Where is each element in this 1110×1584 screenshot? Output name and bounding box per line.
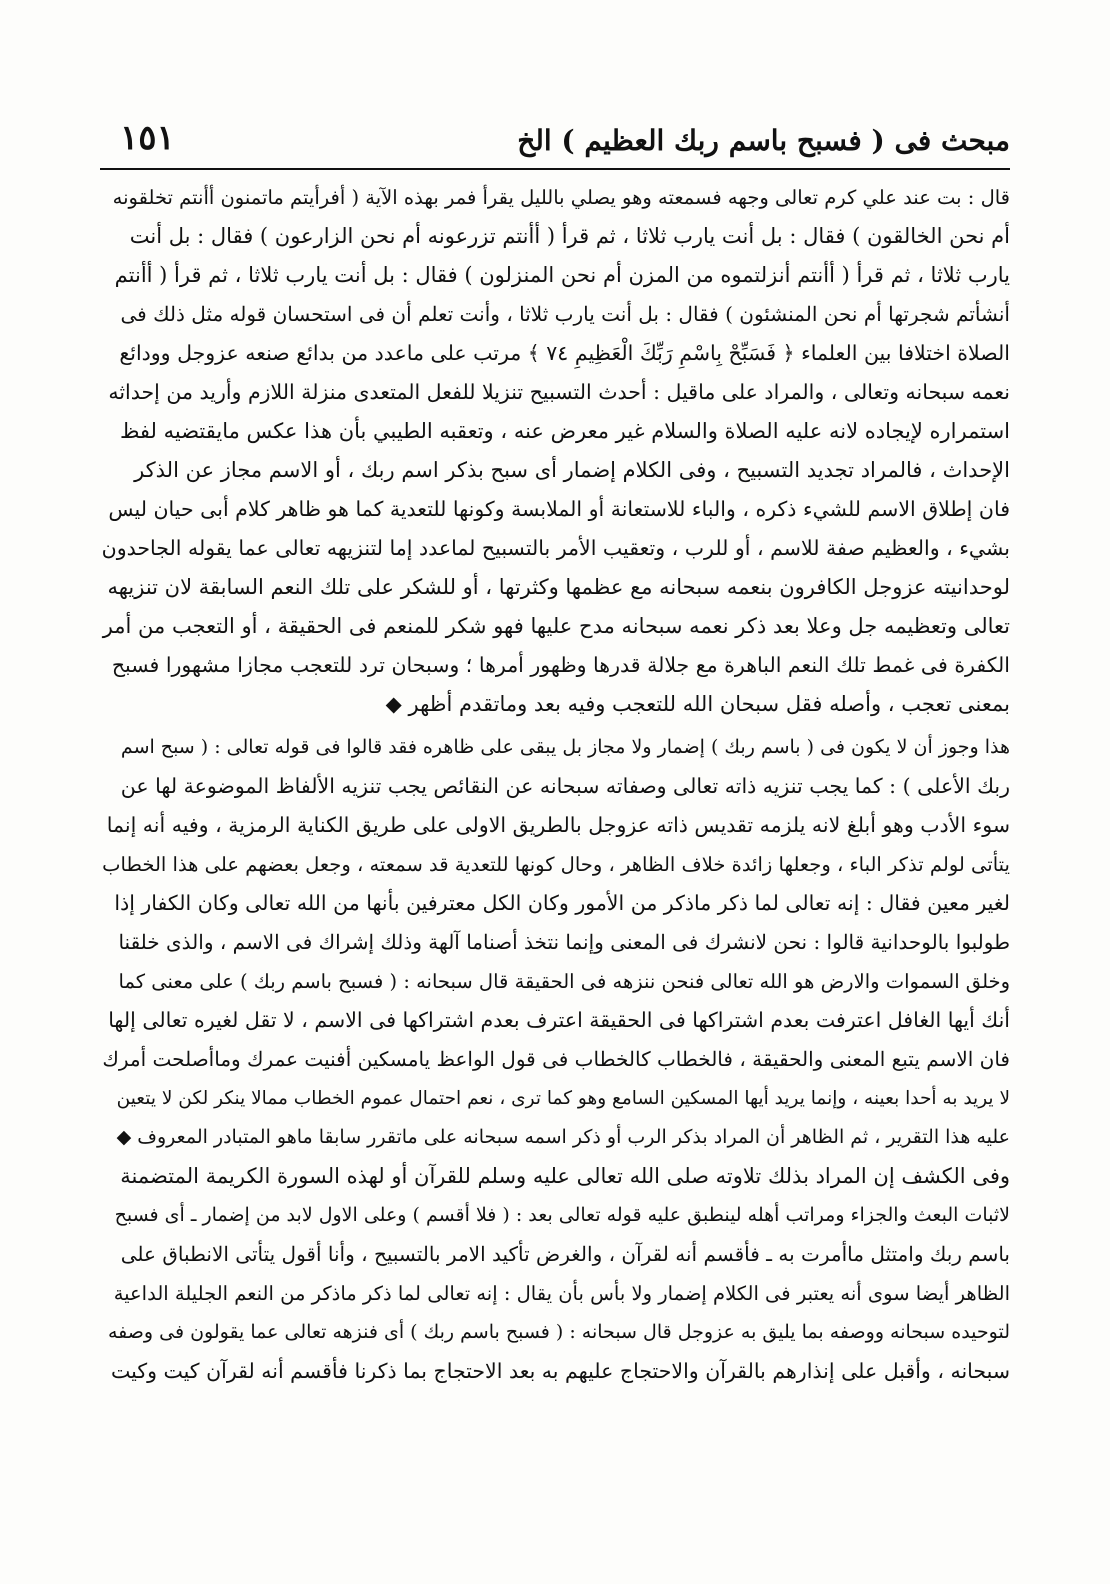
text-line: طولبوا بالوحدانية قالوا : نحن لانشرك فى المعنى وإنما نتخذ أصناما آلهة وذلك إشراك فى الاسم ، والذى خلقنا [118, 930, 1010, 954]
text-line: سوء الأدب وهو أبلغ لانه يلزمه تقديس ذاته عزوجل بالطريق الاولى على طريق الكناية الرمزية ، وفيه أنه إنما [106, 813, 1010, 837]
text-line: سبحانه ، وأقبل على إنذارهم بالقرآن والاحتجاج عليهم به بعد الاحتجاج بما ذكرنا فأقسم أنه لقرآن كيت وكيت [111, 1359, 1010, 1383]
text-line: عليه هذا التقرير ، ثم الظاهر أن المراد بذكر الرب أو ذكر اسمه سبحانه على ماتقرر سابقا ماهو المتبادر المعروف ◆ [116, 1126, 1010, 1148]
text-line: لاثبات البعث والجزاء ومراتب أهله لينطبق عليه قوله تعالى بعد : ( فلا أقسم ) وعلى الاول لابد من إضمار ـ أى فسبح [114, 1204, 1010, 1226]
text-line: استمراره لإيجاده لانه عليه الصلاة والسلام غير معرض عنه ، وتعقبه الطيبي بأن هذا عكس مايقتضيه لفظ [119, 419, 1010, 443]
text-line: بمعنى تعجب ، وأصله فقل سبحان الله للتعجب وفيه بعد وماتقدم أظهر ◆ [385, 692, 1010, 716]
text-line: الظاهر أيضا سوى أنه يعتبر فى الكلام إضمار ولا بأس بأن يقال : إنه تعالى لما ذكر ماذكر من النعم الجليلة الداعية [113, 1282, 1010, 1305]
text-line: وخلق السموات والارض هو الله تعالى فنحن ننزهه فى الحقيقة قال سبحانه : ( فسبح باسم ربك ) على معنى كما [118, 970, 1010, 993]
body-text [100, 178, 1010, 1391]
text-line: لا يريد به أحدا بعينه ، وإنما يريد أيها المسكين السامع وهو كما ترى ، نعم احتمال عموم الخطاب ممالا ينكر لكن لا يتعين [116, 1088, 1010, 1109]
text-line: وفى الكشف إن المراد بذلك تلاوته صلى الله تعالى عليه وسلم للقرآن أو لهذه السورة الكريمة المتضمنة [120, 1164, 1010, 1188]
text-line: يتأتى لولم تذكر الباء ، وجعلها زائدة خلاف الظاهر ، وحال كونها للتعدية قد سمعته ، وجعل بعضهم على هذا الخطاب [102, 853, 1010, 876]
text-line: نعمه سبحانه وتعالى ، والمراد على ماقيل : أحدث التسبيح تنزيلا للفعل المتعدى منزلة اللازم وأريد من إحداثه [108, 380, 1010, 404]
text-line: ربك الأعلى ) : كما يجب تنزيه ذاته تعالى وصفاته سبحانه عن النقائص يجب تنزيه الألفاظ الموضوعة لها عن [120, 774, 1010, 798]
text-line: الكفرة فى غمط تلك النعم الباهرة مع جلالة قدرها وظهور أمرها ؛ وسبحان ترد للتعجب مجازا مشهورا فسبح [111, 653, 1010, 677]
text-line: هذا وجوز أن لا يكون فى ( باسم ربك ) إضمار ولا مجاز بل يبقى على ظاهره فقد قالوا فى قوله تعالى : ( سبح اسم [120, 736, 1010, 758]
running-header [100, 118, 1010, 166]
text-line: لغير معين فقال : إنه تعالى لما ذكر ماذكر من الأمور وكان الكل معترفين بأنها من الله تعالى وكان الكفار إذا [114, 891, 1010, 915]
text-line: أنشأتم شجرتها أم نحن المنشئون ) فقال : بل أنت يارب ثلاثا ، وأنت تعلم أن فى استحسان قوله مثل ذلك فى [120, 302, 1010, 326]
page-number: ١٥١ [120, 118, 175, 158]
text-line: تعالى وتعظيمه جل وعلا بعد ذكر نعمه سبحانه مدح عليها فهو شكر للمنعم فى الحقيقة ، أو التعجب من أمر [102, 614, 1010, 638]
header-rule [100, 168, 1010, 170]
text-line: الإحداث ، فالمراد تجديد التسبيح ، وفى الكلام إضمار أى سبح بذكر اسم ربك ، أو الاسم مجاز عن الذكر [134, 458, 1010, 482]
text-line: فان إطلاق الاسم للشيء ذكره ، والباء للاستعانة أو الملابسة وكونها للتعدية كما هو ظاهر كلام أبى حيان ليس [108, 497, 1010, 521]
text-line: أنك أيها الغافل اعترفت بعدم اشتراكها فى الحقيقة اعترف بعدم اشتراكها فى الاسم ، لا تقل لغيره تعالى إلها [108, 1008, 1010, 1032]
text-line: يارب ثلاثا ، ثم قرأ ( أأنتم أنزلتموه من المزن أم نحن المنزلون ) فقال : بل أنت يارب ثلاثا ، ثم قرأ ( أأنتم [114, 263, 1010, 287]
text-line: قال : بت عند علي كرم تعالى وجهه فسمعته وهو يصلي بالليل يقرأ فمر بهذه الآية ( أفرأيتم ماتمنون أأنتم تخلقونه [112, 186, 1010, 209]
header-title: مبحث فى ( فسبح باسم ربك العظيم ) الخ [517, 124, 1010, 157]
text-line: فان الاسم يتبع المعنى والحقيقة ، فالخطاب كالخطاب فى قول الواعظ يامسكين أفنيت عمرك وماأصلحت أمرك [102, 1047, 1010, 1071]
text-line: الصلاة اختلافا بين العلماء ﴿ فَسَبِّحْ بِاسْمِ رَبِّكَ الْعَظِيمِ ٧٤ ﴾ مرتب على ماعدد من بدائع صنعه عزوجل وودائع [119, 341, 1010, 365]
text-line: أم نحن الخالقون ) فقال : بل أنت يارب ثلاثا ، ثم قرأ ( أأنتم تزرعونه أم نحن الزارعون ) فقال : بل أنت [129, 224, 1010, 248]
text-line: باسم ربك وامتثل ماأمرت به ـ فأقسم أنه لقرآن ، والغرض تأكيد الامر بالتسبيح ، وأنا أقول يتأتى الانطباق على [120, 1242, 1010, 1266]
text-line: بشيء ، والعظيم صفة للاسم ، أو للرب ، وتعقيب الأمر بالتسبيح لماعدد إما لتنزيهه تعالى عما يقوله الجاحدون [101, 536, 1010, 560]
text-line: لتوحيده سبحانه ووصفه بما يليق به عزوجل قال سبحانه : ( فسبح باسم ربك ) أى فنزهه تعالى عما يقولون فى وصفه [107, 1321, 1010, 1343]
text-line: لوحدانيته عزوجل الكافرون بنعمه سبحانه مع عظمها وكثرتها ، أو للشكر على تلك النعم السابقة لان تنزيهه [107, 575, 1010, 599]
